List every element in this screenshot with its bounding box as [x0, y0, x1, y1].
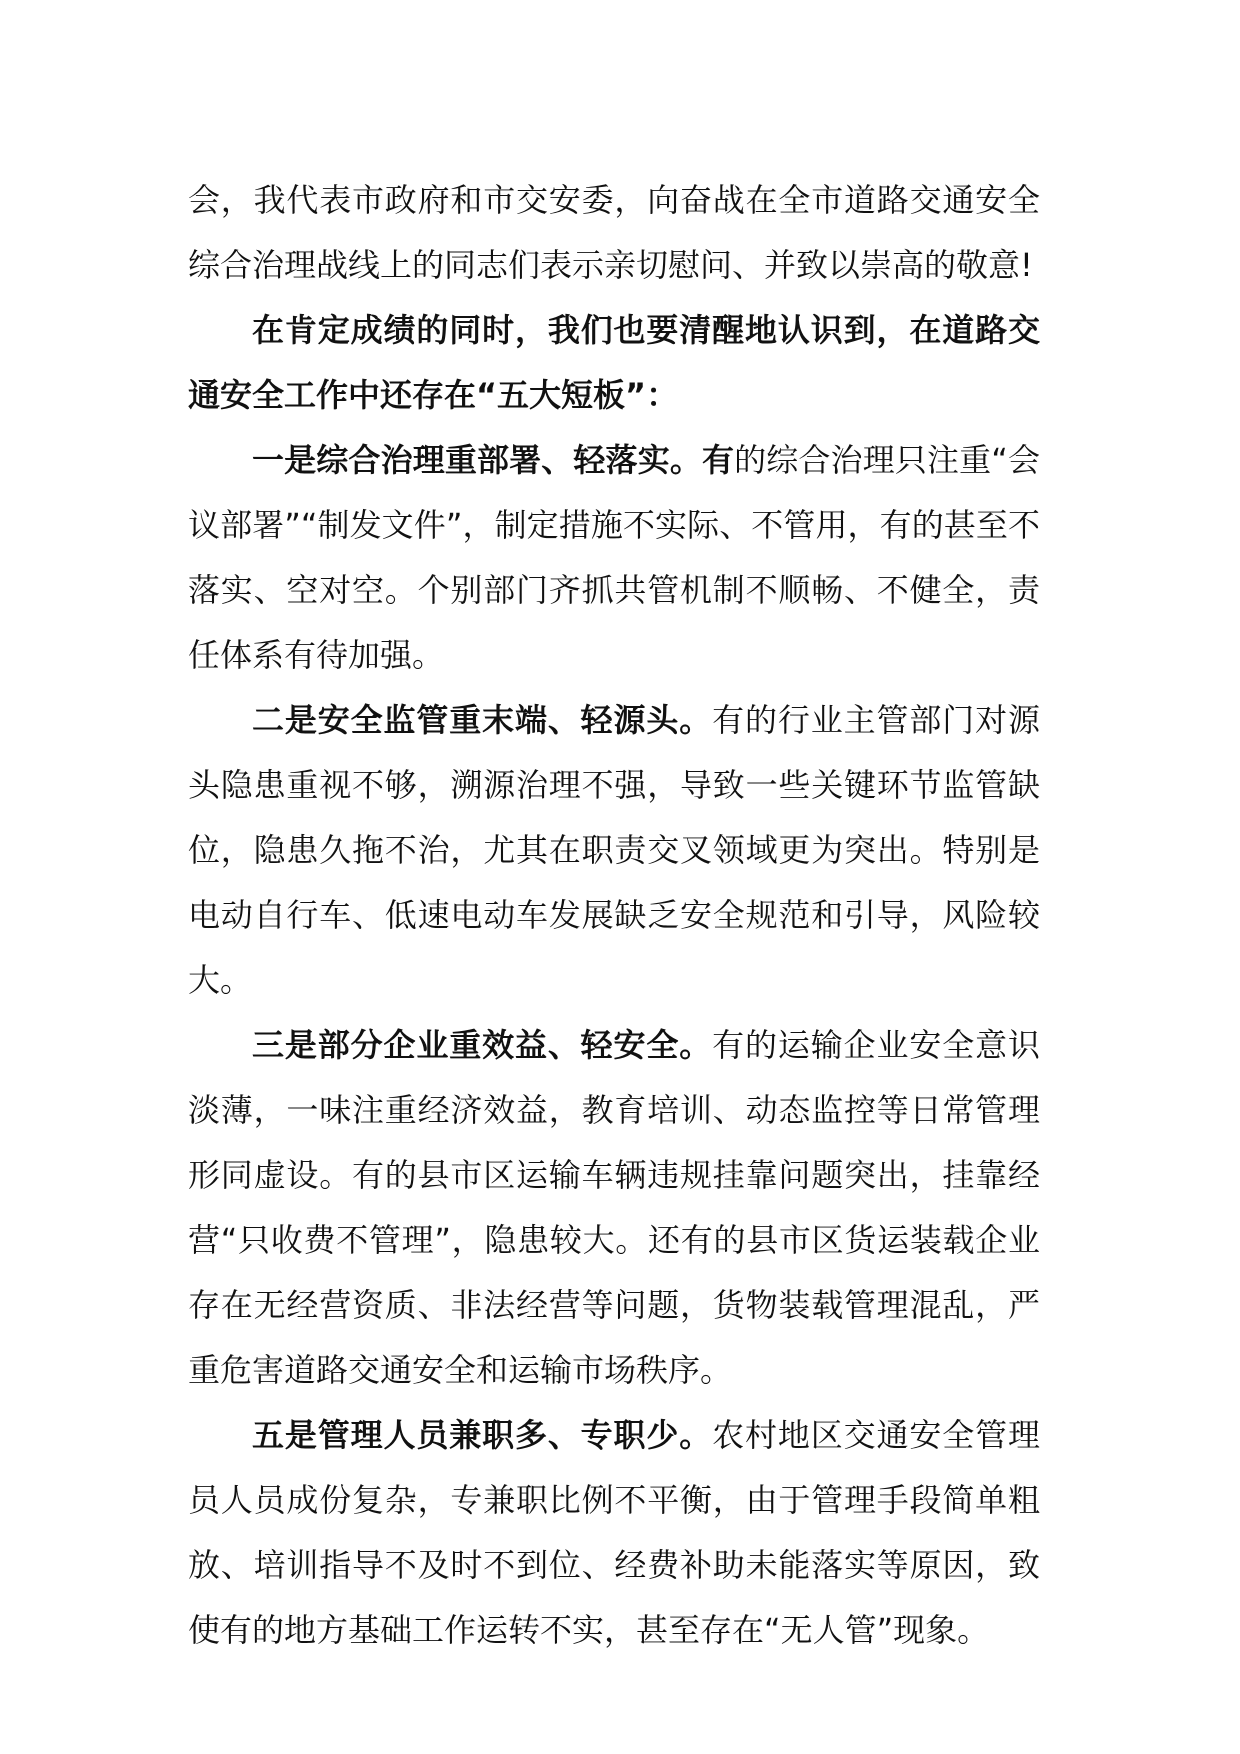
- paragraph-continuation: [188, 168, 1040, 298]
- paragraph-text: 有的运输企业安全意识淡薄，一味注重经济效益，教育培训、动态监控等日常管理形同虚设。有的县市区运输车辆违规挂靠问题突出，挂靠经营“只收费不管理”，隐患较大。还有的县市区货运装载企业存在无经营资质、非法经营等问题，货物装载管理混乱，严重危害道路交通安全和运输市场秩序。: [188, 1026, 1040, 1389]
- paragraph-shortcoming-2: [188, 688, 1040, 1013]
- paragraph-text: 有的行业主管部门对源头隐患重视不够，溯源治理不强，导致一些关键环节监管缺位，隐患久拖不治，尤其在职责交叉领域更为突出。特别是电动自行车、低速电动车发展缺乏安全规范和引导，风险较大。: [188, 701, 1040, 999]
- paragraph-shortcoming-1: [188, 428, 1040, 688]
- document-page: [188, 168, 1040, 1663]
- paragraph-lead: 在肯定成绩的同时，我们也要清醒地认识到，在道路交通安全工作中还存在“五大短板”：: [188, 311, 1040, 414]
- paragraph-lead: 二是安全监管重末端、轻源头。: [252, 701, 713, 739]
- paragraph-shortcoming-3: [188, 1013, 1040, 1403]
- paragraph-lead: 一是综合治理重部署、轻落实。有: [252, 441, 735, 479]
- paragraph-intro-shortcomings: [188, 298, 1040, 428]
- paragraph-text: 的综合治理只注重“会议部署”“制发文件”，制定措施不实际、不管用，有的甚至不落实、空对空。个别部门齐抓共管机制不顺畅、不健全，责任体系有待加强。: [188, 441, 1040, 674]
- paragraph-shortcoming-5: [188, 1403, 1040, 1663]
- paragraph-text: 会，我代表市政府和市交安委，向奋战在全市道路交通安全综合治理战线上的同志们表示亲切慰问、并致以崇高的敬意!: [188, 181, 1040, 284]
- paragraph-lead: 五是管理人员兼职多、专职少。: [252, 1416, 713, 1454]
- paragraph-text: 农村地区交通安全管理员人员成份复杂，专兼职比例不平衡，由于管理手段简单粗放、培训指导不及时不到位、经费补助未能落实等原因，致使有的地方基础工作运转不实，甚至存在“无人管”现象。: [188, 1416, 1040, 1649]
- paragraph-lead: 三是部分企业重效益、轻安全。: [252, 1026, 713, 1064]
